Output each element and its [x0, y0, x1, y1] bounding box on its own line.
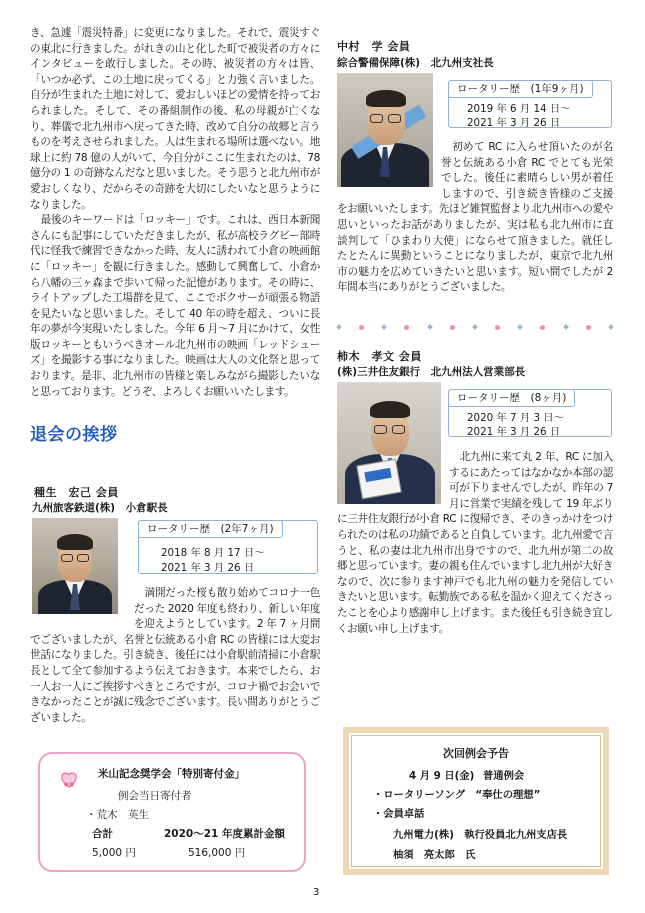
notice-date: 4 月 9 日(金) [409, 770, 475, 782]
section-divider [337, 323, 613, 331]
member-org: 九州旅客鉄道(株) 小倉駅長 [32, 502, 168, 514]
career-date-from: 2020 年 7 月 3 日〜 [467, 412, 564, 424]
member-message [337, 450, 613, 637]
career-label: ロータリー歴 (8ヶ月) [448, 389, 575, 407]
donation-box [38, 752, 306, 872]
career-box [448, 80, 612, 128]
continued-article [30, 26, 320, 400]
next-meeting-notice [343, 727, 609, 875]
career-date-to: 2021 年 3 月 26 日 [467, 426, 561, 438]
donation-year-amount: 516,000 円 [188, 847, 246, 859]
member-message-text: 北九州に来て丸 2 年、RC に加入するにあたってはなかなか本部の認可が下りませんでしたが、昨年の 7 月に営業で実績を残して 19 年ぶりに三井住友銀行が小倉 RC に復帰でき、そのきっかけをつけられたのは私の功績であると自負しています。北九州愛で言うと、私の妻は北九州市出身ですので、北九州が第二の故郷と思っています。妻の親も住んでいますし北九州が大好きなので、次に参ります神戸でも北九州の魅力を発信していきたいと思います。転勤族である私を温かく迎えてくださったことを心より感謝申し上げます。また後任も引き続き宜しくお願い申し上げます。 [337, 451, 613, 635]
member-message-text: 満開だった桜も散り始めてコロナ一色だった 2020 年度も終わり、新しい年度を迎えようとしています。2 年 7 ヶ月間でございましたが、名誉と伝統ある小倉 RC の皆様には大変お世話になりました。引き続き、後任には小倉駅前清掃に小倉駅長として全て参加するよう伝えておきます。本来でしたら、お一人お一人にご挨拶すべきところですが、コロナ禍でお会いできなかったことが誠に残念でございます。長い間ありがとうございました。 [30, 587, 320, 724]
career-date-to: 2021 年 3 月 26 日 [467, 117, 561, 129]
article-paragraph-1: き、急遽「震災特番」に変更になりました。それで、震災すぐの東北に行きました。がれきの山と化した町で被災者の方々にインタビューを敢行しました。その時、被災者の方々は皆、「いつか必ず、この土地に戻ってくる」と力強く言いました。自分が生まれた土地に対して、愛おしいほどの愛情を持っておられました。そして、その番組制作の後、私の母親が亡くなり、葬儀で北九州市へ戻ってきた時、改めて自分の故郷と言うものを考えさせられました。人は生まれる場所は選べない。地球上に約 78 億の人がいて、今自分がここに生まれたのは、78 億分の 1 の奇跡なんだなと思いました。そう思うと北九州市が愛おしくなり、だからその奇跡を大切にしたいなと思うようになりました。 [30, 27, 320, 211]
donation-title: 米山記念奨学会「特別寄付金」 [98, 768, 245, 780]
member-name: 中村 学 会員 [337, 40, 411, 53]
article-paragraph-2: 最後のキーワードは「ロッキー」です。これは、西日本新聞さんにも記事にしていただきましたが、私が高校ラグビー部時代に怪我で練習できなかった時、友人に誘われて小倉の映画館に「ロッキー」を観に行きました。感動して興奮して、小倉から八幡の三ヶ森まで歩いて帰った記憶があります。その時に、ライトアップした工場群を見て、ここでボクサーが頑張る物語を見たいなと思いました。そして 40 年の時を超え、ついに長年の夢が今実現いたしました。今年 6 月〜7 月にかけて、女性版ロッキーともいうべきオール北九州市の映画「レッドシューズ」を撮影する事になりました。映画は大人の文化祭と思っております。是非、北九州市の皆様と楽しみながら撮影したいなと思っております。どうぞ、よろしくお願いいたします。 [30, 214, 320, 398]
section-heading: 退会の挨拶 [30, 425, 118, 445]
career-box [448, 389, 612, 437]
notice-talk-label: ・会員卓話 [373, 808, 425, 820]
page-number: 3 [313, 887, 320, 898]
member-org: 綜合警備保障(株) 北九州支社長 [337, 57, 494, 69]
career-date-from: 2018 年 8 月 17 日〜 [161, 547, 265, 559]
member-message [337, 140, 613, 296]
notice-title: 次回例会予告 [443, 747, 509, 760]
member-message [30, 586, 320, 726]
notice-meeting-type: 普通例会 [483, 770, 525, 782]
career-date-from: 2019 年 6 月 14 日〜 [467, 103, 571, 115]
career-label: ロータリー歴 (1年9ヶ月) [448, 80, 593, 98]
donation-subtitle: 例会当日寄付者 [118, 790, 192, 802]
career-box [138, 520, 318, 574]
member-org: (株)三井住友銀行 北九州法人営業部長 [337, 366, 526, 378]
notice-speaker-org: 九州電力(株) 執行役員北九州支店長 [393, 829, 568, 841]
member-message-text: 初めて RC に入らせ頂いたのが名誉と伝統ある小倉 RC でとても光栄でした。後任に素晴らしい男が着任しますので、引き続き皆様のご支援をお願いいたします。先ほど雑賀監督より北九州市への愛や思いといったお話がありましたが、実は私も北九州市に直談判して「ひまわり大使」にならせて頂きました。就任したとたんに異動ということになりましたが、東京で北九州市の魅力を広めていきたいと思います。短い間でしたが 2 年間本当にありがとうございました。 [337, 141, 613, 294]
member-name: 柿木 孝文 会員 [337, 350, 422, 363]
donation-year-total-label: 2020〜21 年度累計金額 [164, 828, 285, 840]
donation-total-label: 合計 [92, 828, 113, 840]
career-label: ロータリー歴 (2年7ヶ月) [138, 520, 283, 538]
heart-icon [58, 768, 80, 790]
notice-song: ・ロータリーソング “奉仕の理想” [373, 789, 541, 801]
member-name: 種生 宏己 会員 [34, 486, 119, 499]
notice-speaker-name: 柚須 亮太郎 氏 [393, 849, 476, 861]
donation-amount: 5,000 円 [92, 847, 136, 859]
career-date-to: 2021 年 3 月 26 日 [161, 562, 255, 574]
donation-donor: ・荒木 英生 [86, 809, 149, 821]
